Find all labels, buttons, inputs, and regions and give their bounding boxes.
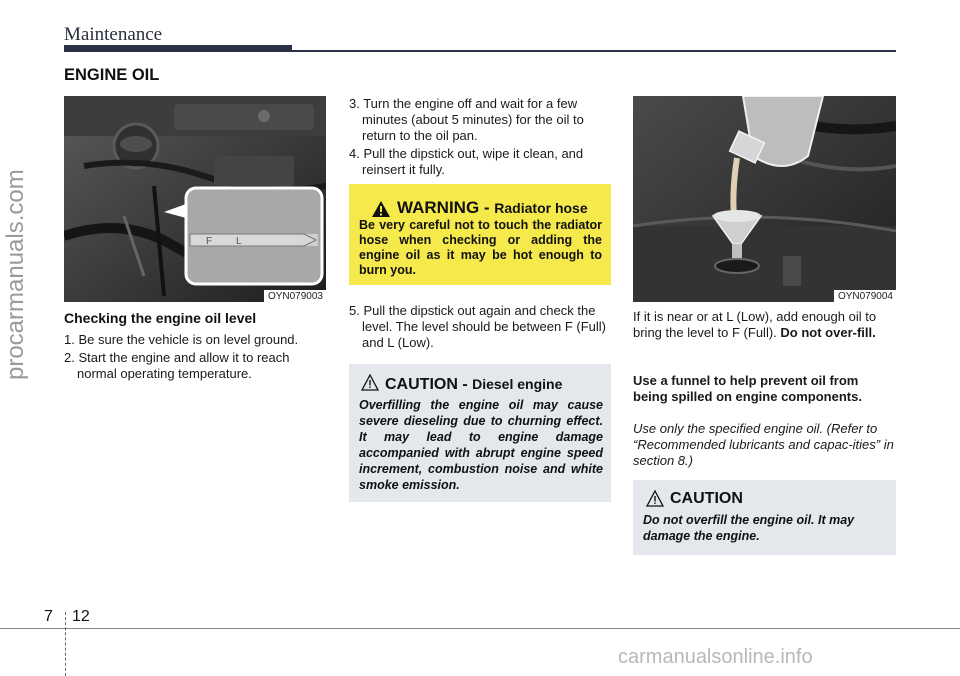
warning-box [349, 184, 611, 285]
dipstick-l-mark: L [236, 236, 242, 247]
photo-code-left: OYN079003 [264, 290, 326, 302]
caution-diesel-text: Overfilling the engine oil may cause severe dieseling due to churning effect. It may lead to engine damage accompanied with abrupt engine speed increment, combustion noise and white smoke emission. [359, 398, 603, 492]
watermark-left: procarmanuals.com [2, 169, 29, 380]
warning-title [397, 198, 588, 218]
steps-list-2 [349, 96, 611, 178]
caution-diesel-box [349, 364, 611, 502]
chapter-number: 7 [44, 608, 53, 625]
subheading: Checking the engine oil level [64, 310, 257, 326]
oil-filling-illustration [633, 96, 896, 302]
caution-triangle-icon [361, 374, 379, 391]
caution-overfill-title: CAUTION [670, 490, 743, 507]
step-1: 1. Be sure the vehicle is on level ground. [64, 332, 299, 347]
section-title: Maintenance [64, 24, 163, 45]
engine-dipstick-photo [64, 96, 326, 302]
engine-dipstick-illustration [64, 96, 326, 302]
page-number: 12 [72, 608, 90, 625]
watermark-bottom: carmanualsonline.info [618, 646, 813, 668]
caution-diesel-title [385, 376, 562, 394]
header-bar [64, 45, 292, 52]
paragraph-specified-oil: Use only the specified engine oil. (Refer to “Recommended lubricants and capac-ities” in section 8.) [633, 421, 894, 468]
dipstick-f-mark: F [206, 236, 213, 247]
caution-diesel-label: CAUTION - [385, 376, 468, 393]
warning-text: Be very careful not to touch the radiator hose when checking or adding the engine oil as it may be hot enough to burn you. [359, 218, 602, 277]
caution-overfill-text: Do not overfill the engine oil. It may damage the engine. [643, 513, 855, 543]
warning-triangle-icon [371, 200, 391, 218]
step-4: 4. Pull the dipstick out, wipe it clean, and reinsert it fully. [349, 146, 584, 177]
steps-list-1 [64, 332, 326, 382]
oil-filling-photo [633, 96, 896, 302]
warning-label: WARNING - [397, 198, 490, 217]
caution-diesel-subject: Diesel engine [472, 376, 563, 392]
step-3: 3. Turn the engine off and wait for a few minutes (about 5 minutes) for the oil to return to the oil pan. [349, 96, 584, 143]
caution-triangle-icon [646, 490, 664, 507]
header-rule [292, 50, 896, 52]
page-heading: ENGINE OIL [64, 66, 160, 84]
warning-subject: Radiator hose [494, 200, 588, 216]
photo-code-right: OYN079004 [834, 290, 896, 302]
footer-separator [65, 612, 66, 676]
paragraph-add-oil [633, 309, 896, 341]
caution-overfill-box [633, 480, 896, 555]
do-not-overfill-text: Do not over-fill. [780, 325, 876, 340]
paragraph-funnel: Use a funnel to help prevent oil from being spilled on engine components. [633, 373, 862, 404]
step-2: 2. Start the engine and allow it to reach normal operating temperature. [64, 350, 290, 381]
step-5: 5. Pull the dipstick out again and check the level. The level should be between F (Full) and L (Low). [349, 303, 606, 350]
footer-rule [0, 628, 960, 629]
add-oil-text: If it is near or at L (Low), add enough oil to bring the level to F (Full). [633, 309, 877, 340]
